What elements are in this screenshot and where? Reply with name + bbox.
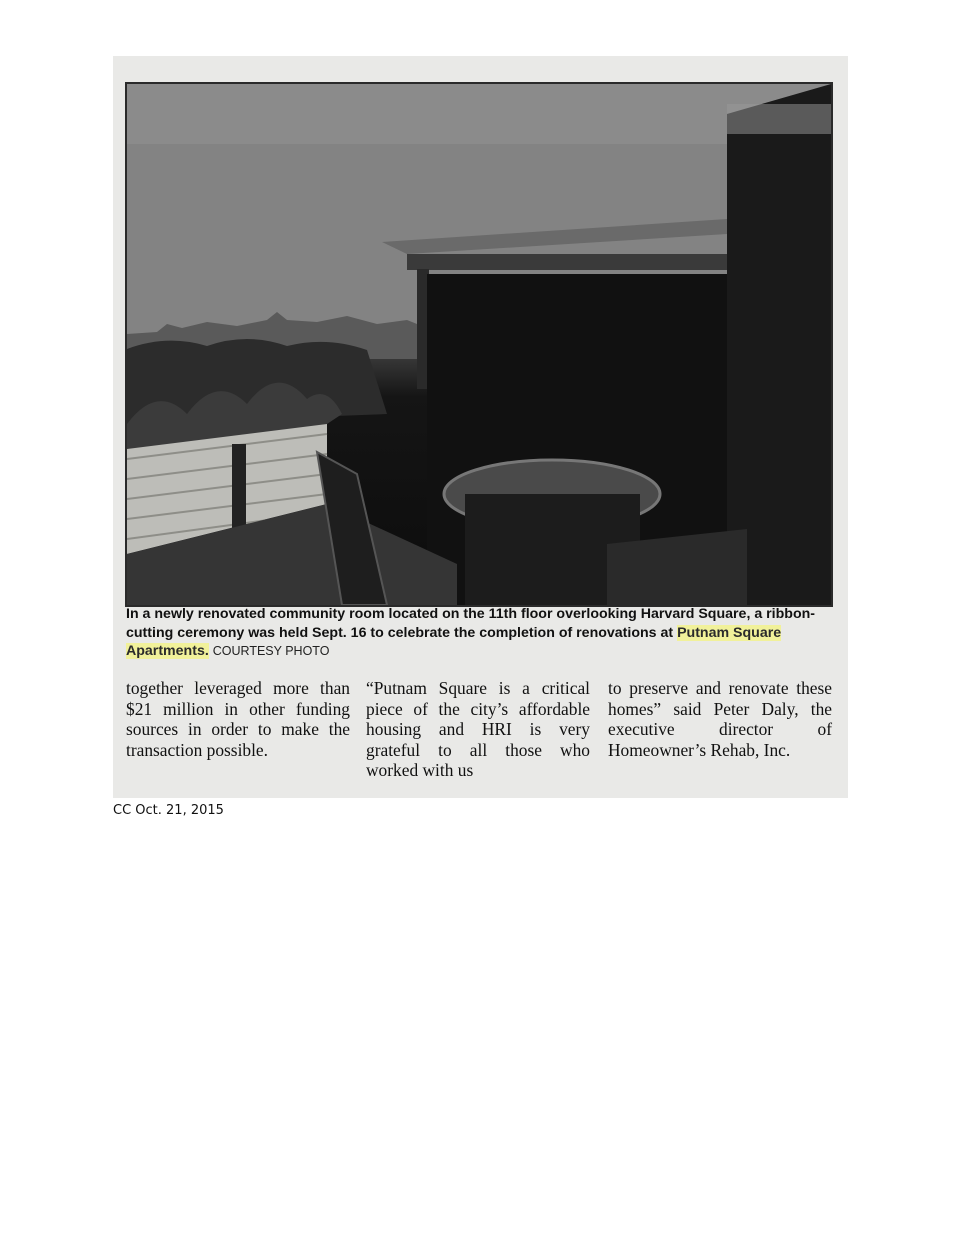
caption-text: In a newly renovated community room located on the 11th floor overlooking Harvard Square, a ribbon-cutting ceremony was held Sept. 16 to celebrate the completion of renovations at [126,606,816,641]
photo-caption [126,605,830,661]
column-1-text: together leveraged more than $21 million in other funding sources in order to make the transaction possible. [126,678,350,760]
column-2-text: “Putnam Square is a critical piece of the city’s affordable housing and HRI is very grateful to all those who worked with us [366,678,590,781]
article-column-1 [126,678,350,760]
caption-highlight: Putnam Square Apartments. [126,624,782,659]
photo-illustration [127,84,831,605]
column-3-text: to preserve and renovate these homes” said Peter Daly, the executive director of Homeowner’s Rehab, Inc. [608,678,832,760]
article-column-3 [608,678,832,760]
article-column-2 [366,678,590,781]
newspaper-clipping [113,56,848,798]
photo-credit: COURTESY PHOTO [212,644,330,658]
rooftop-deck-photo [125,82,833,607]
clipping-date-label: CC Oct. 21, 2015 [113,803,224,818]
